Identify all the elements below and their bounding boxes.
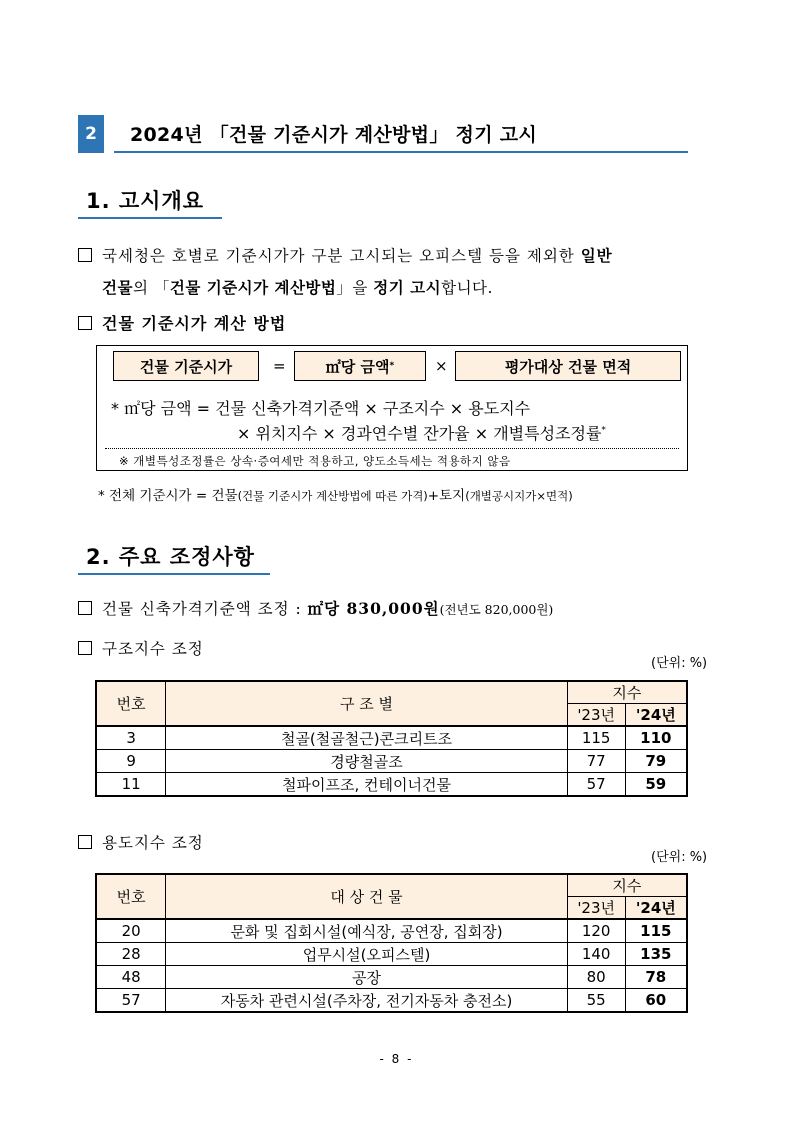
th-year-24: '24년 — [625, 704, 687, 727]
cell-number: 11 — [96, 773, 166, 797]
th-year-23: '23년 — [567, 897, 625, 920]
cell-structure: 경량철골조 — [166, 750, 567, 773]
cell-structure: 철골(철골철근)콘크리트조 — [166, 726, 567, 750]
table-row — [96, 966, 687, 989]
cell-y24: 135 — [625, 943, 687, 966]
cell-building: 문화 및 집회시설(예식장, 공연장, 집회장) — [166, 919, 567, 943]
cell-structure: 철파이프조, 컨테이너건물 — [166, 773, 567, 797]
th-number: 번호 — [96, 681, 166, 726]
cell-y24: 79 — [625, 750, 687, 773]
formula-equals: = — [273, 357, 286, 375]
checkbox-icon — [78, 248, 92, 262]
section-title: 2024년 「건물 기준시가 계산방법」 정기 고시 — [130, 124, 538, 146]
unit-label: (단위: %) — [651, 850, 708, 865]
cell-y24: 59 — [625, 773, 687, 797]
table-row — [96, 989, 687, 1013]
cell-number: 9 — [96, 750, 166, 773]
th-structure: 구 조 별 — [166, 681, 567, 726]
checkbox-icon — [78, 316, 92, 330]
cell-y23: 77 — [567, 750, 625, 773]
cell-y23: 115 — [567, 726, 625, 750]
formula-line-2: × 위치지수 × 경과연수별 잔가율 × 개별특성조정률* — [237, 424, 606, 443]
unit-label: (단위: %) — [651, 656, 708, 671]
method-heading: 건물 기준시가 계산 방법 — [78, 311, 286, 334]
overview-paragraph: 국세청은 호별로 기준시가가 구분 고시되는 오피스텔 등을 제외한 일반 건물의 「건물 기준시가 계산방법」을 정기 고시합니다. — [78, 240, 718, 304]
checkbox-icon — [78, 641, 92, 655]
cell-y24: 60 — [625, 989, 687, 1013]
heading-adjustments-underline — [78, 573, 270, 575]
th-year-23: '23년 — [567, 704, 625, 727]
cell-number: 28 — [96, 943, 166, 966]
th-target-building: 대 상 건 물 — [166, 874, 567, 919]
total-value-footnote: * 전체 기준시가 = 건물(건물 기준시가 계산방법에 따른 가격)+토지(개별공시지가×면적) — [98, 488, 573, 504]
table-row — [96, 919, 687, 943]
heading-adjustments: 2. 주요 조정사항 — [86, 545, 255, 569]
formula-box — [96, 345, 688, 471]
cell-building: 업무시설(오피스텔) — [166, 943, 567, 966]
adjust-usage-heading: 용도지수 조정 — [78, 831, 204, 853]
formula-line-1: * ㎡당 금액 = 건물 신축가격기준액 × 구조지수 × 용도지수 — [111, 399, 531, 418]
table-row — [96, 943, 687, 966]
cell-y23: 120 — [567, 919, 625, 943]
formula-label-building-value: 건물 기준시가 — [113, 351, 259, 381]
section-number-badge: 2 — [78, 115, 104, 153]
section-underline — [114, 151, 688, 153]
adjust-base-price: 건물 신축가격기준액 조정 : ㎡당 830,000원(전년도 820,000원) — [78, 597, 553, 619]
checkbox-icon — [78, 835, 92, 849]
th-index: 지수 — [567, 874, 687, 897]
cell-building: 자동차 관련시설(주차장, 전기자동차 충전소) — [166, 989, 567, 1013]
table-row — [96, 726, 687, 750]
cell-y24: 110 — [625, 726, 687, 750]
usage-index-table — [95, 873, 688, 1013]
heading-overview: 1. 고시개요 — [86, 189, 205, 213]
cell-number: 20 — [96, 919, 166, 943]
formula-times: × — [435, 357, 448, 375]
structure-index-table — [95, 680, 688, 797]
cell-building: 공장 — [166, 966, 567, 989]
cell-y23: 80 — [567, 966, 625, 989]
cell-number: 48 — [96, 966, 166, 989]
cell-y24: 78 — [625, 966, 687, 989]
th-index: 지수 — [567, 681, 687, 704]
checkbox-icon — [78, 601, 92, 615]
cell-number: 57 — [96, 989, 166, 1013]
th-number: 번호 — [96, 874, 166, 919]
formula-label-per-m2: ㎡당 금액 * — [294, 351, 426, 381]
formula-label-area: 평가대상 건물 면적 — [455, 351, 681, 381]
formula-divider — [105, 448, 679, 450]
cell-y23: 57 — [567, 773, 625, 797]
formula-note: ※ 개별특성조정률은 상속·증여세만 적용하고, 양도소득세는 적용하지 않음 — [119, 454, 511, 468]
adjust-structure-heading: 구조지수 조정 — [78, 637, 204, 659]
cell-number: 3 — [96, 726, 166, 750]
table-row — [96, 750, 687, 773]
cell-y23: 55 — [567, 989, 625, 1013]
table-row — [96, 773, 687, 797]
cell-y24: 115 — [625, 919, 687, 943]
heading-overview-underline — [78, 217, 222, 219]
cell-y23: 140 — [567, 943, 625, 966]
th-year-24: '24년 — [625, 897, 687, 920]
page-number: - 8 - — [379, 1052, 414, 1066]
